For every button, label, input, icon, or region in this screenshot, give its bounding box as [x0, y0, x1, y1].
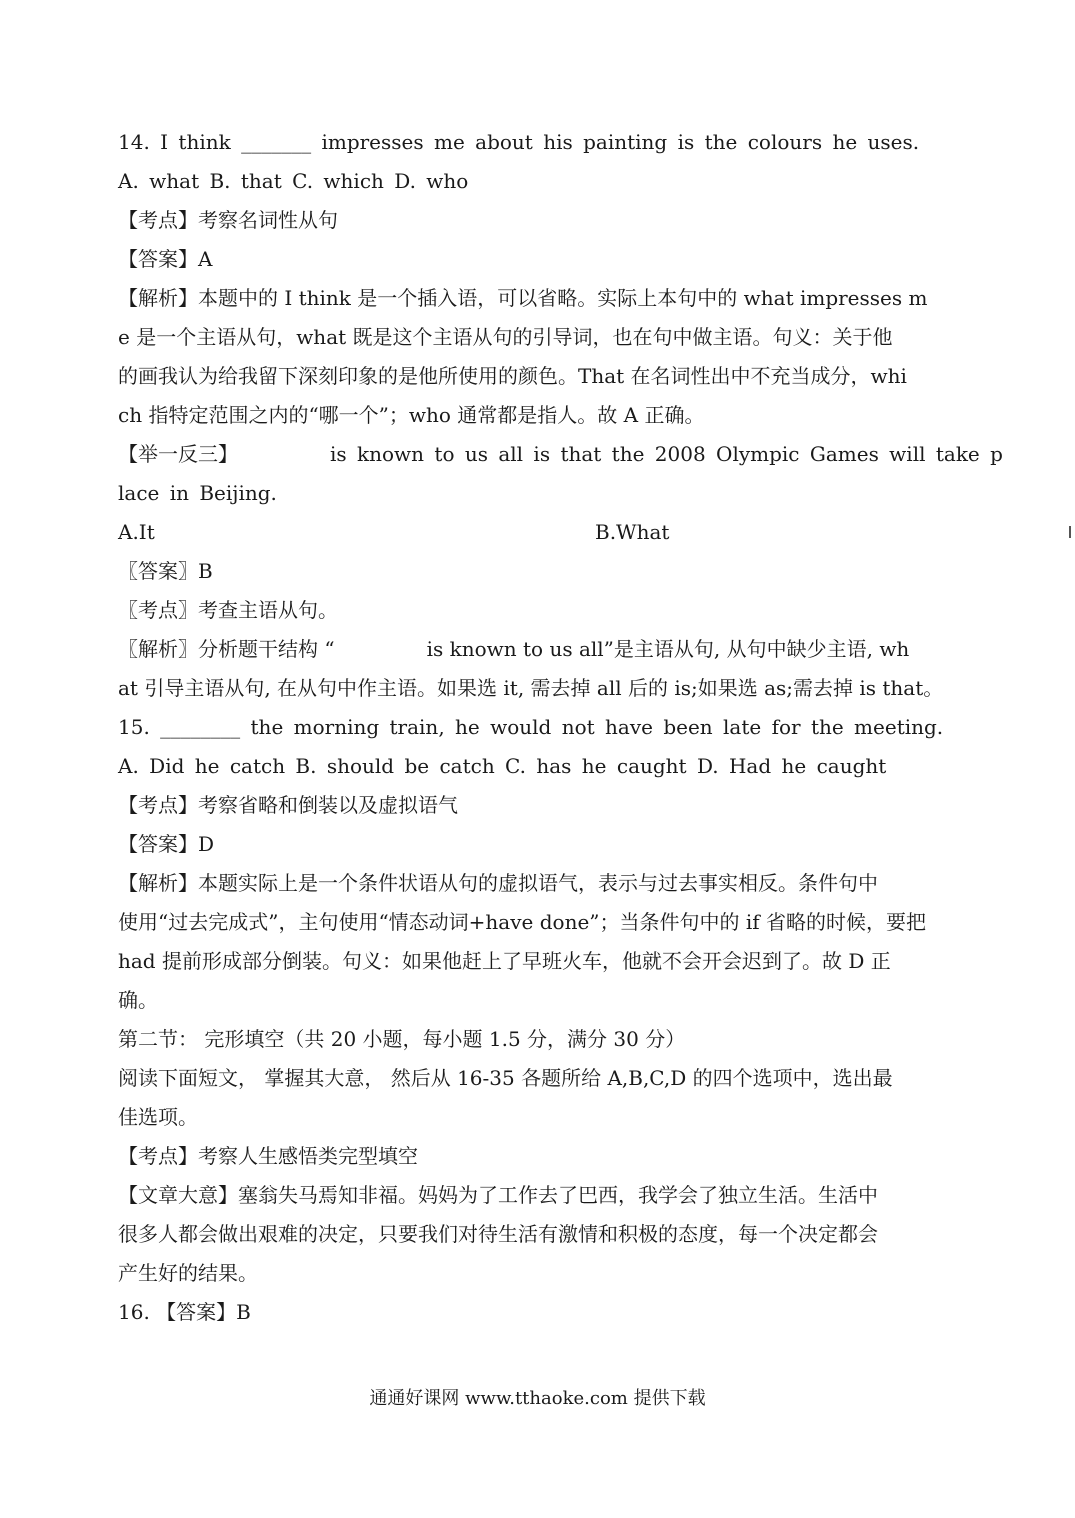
option-a: A.It [118, 520, 155, 544]
practice-analysis-1 [118, 637, 909, 661]
q16-answer: 16. 【答案】B [118, 1300, 251, 1324]
q14-analysis-4: ch 指特定范围之内的“哪一个”；who 通常都是指人。故 A 正确。 [118, 403, 705, 427]
cloze-summary-2: 很多人都会做出艰难的决定，只要我们对待生活有激情和积极的态度，每一个决定都会 [118, 1222, 878, 1246]
practice-analysis-text: is known to us all”是主语从句, 从句中缺少主语, wh [426, 637, 910, 661]
cloze-summary-3: 产生好的结果。 [118, 1261, 258, 1285]
practice-options [118, 520, 958, 544]
q15-analysis-2: 使用“过去完成式”，主句使用“情态动词+have done”；当条件句中的 if 省略的时候，要把 [118, 910, 927, 934]
practice-analysis-label: 〖解析〗分析题干结构 “ [118, 637, 335, 661]
q15-answer: 【答案】D [118, 832, 215, 856]
q14-analysis-1: 【解析】本题中的 I think 是一个插入语，可以省略。实际上本句中的 what impresses m [118, 286, 928, 310]
section-instruction-2: 佳选项。 [118, 1105, 198, 1129]
section-heading: 第二节： 完形填空（共 20 小题，每小题 1.5 分，满分 30 分） [118, 1027, 686, 1051]
practice-answer: 〖答案〗B [118, 559, 213, 583]
q14-stem: 14. I think _______ impresses me about his painting is the colours he uses. [118, 130, 920, 154]
q15-stem: 15. ________ the morning train, he would not have been late for the meeting. [118, 715, 944, 739]
footer-watermark: 通通好课网 www.tthaoke.com 提供下载 [369, 1388, 706, 1409]
practice-analysis-2: at 引导主语从句, 在从句中作主语。如果选 it, 需去掉 all 后的 is;如果选 as;需去掉 is that。 [118, 676, 944, 700]
q15-analysis-3: had 提前形成部分倒装。句义：如果他赶上了早班火车，他就不会开会迟到了。故 D 正 [118, 949, 891, 973]
practice-stem [118, 442, 1003, 466]
q14-answer: 【答案】A [118, 247, 213, 271]
edge-mark [1069, 526, 1071, 538]
q15-options: A. Did he catch B. should be catch C. has he caught D. Had he caught [118, 754, 887, 778]
q15-analysis-1: 【解析】本题实际上是一个条件状语从句的虚拟语气，表示与过去事实相反。条件句中 [118, 871, 878, 895]
practice-stem-text: is known to us all is that the 2008 Olympic Games will take p [330, 442, 1003, 466]
q14-kaodian: 【考点】考察名词性从句 [118, 208, 338, 232]
q14-analysis-3: 的画我认为给我留下深刻印象的是他所使用的颜色。That 在名词性出中不充当成分，whi [118, 364, 907, 388]
practice-stem-cont: lace in Beijing. [118, 481, 277, 505]
q15-kaodian: 【考点】考察省略和倒装以及虚拟语气 [118, 793, 458, 817]
q15-analysis-4: 确。 [118, 988, 158, 1012]
cloze-summary-1: 【文章大意】塞翁失马焉知非福。妈妈为了工作去了巴西，我学会了独立生活。生活中 [118, 1183, 878, 1207]
q14-analysis-2: e 是一个主语从句，what 既是这个主语从句的引导词，也在句中做主语。句义：关于他 [118, 325, 893, 349]
q14-options: A. what B. that C. which D. who [118, 169, 469, 193]
practice-kaodian: 〖考点〗考查主语从句。 [118, 598, 338, 622]
cloze-kaodian: 【考点】考察人生感悟类完型填空 [118, 1144, 418, 1168]
practice-label: 【举一反三】 [118, 442, 238, 466]
section-instruction-1: 阅读下面短文， 掌握其大意， 然后从 16-35 各题所给 A,B,C,D 的四个选项中，选出最 [118, 1066, 893, 1090]
option-b: B.What [595, 520, 670, 544]
